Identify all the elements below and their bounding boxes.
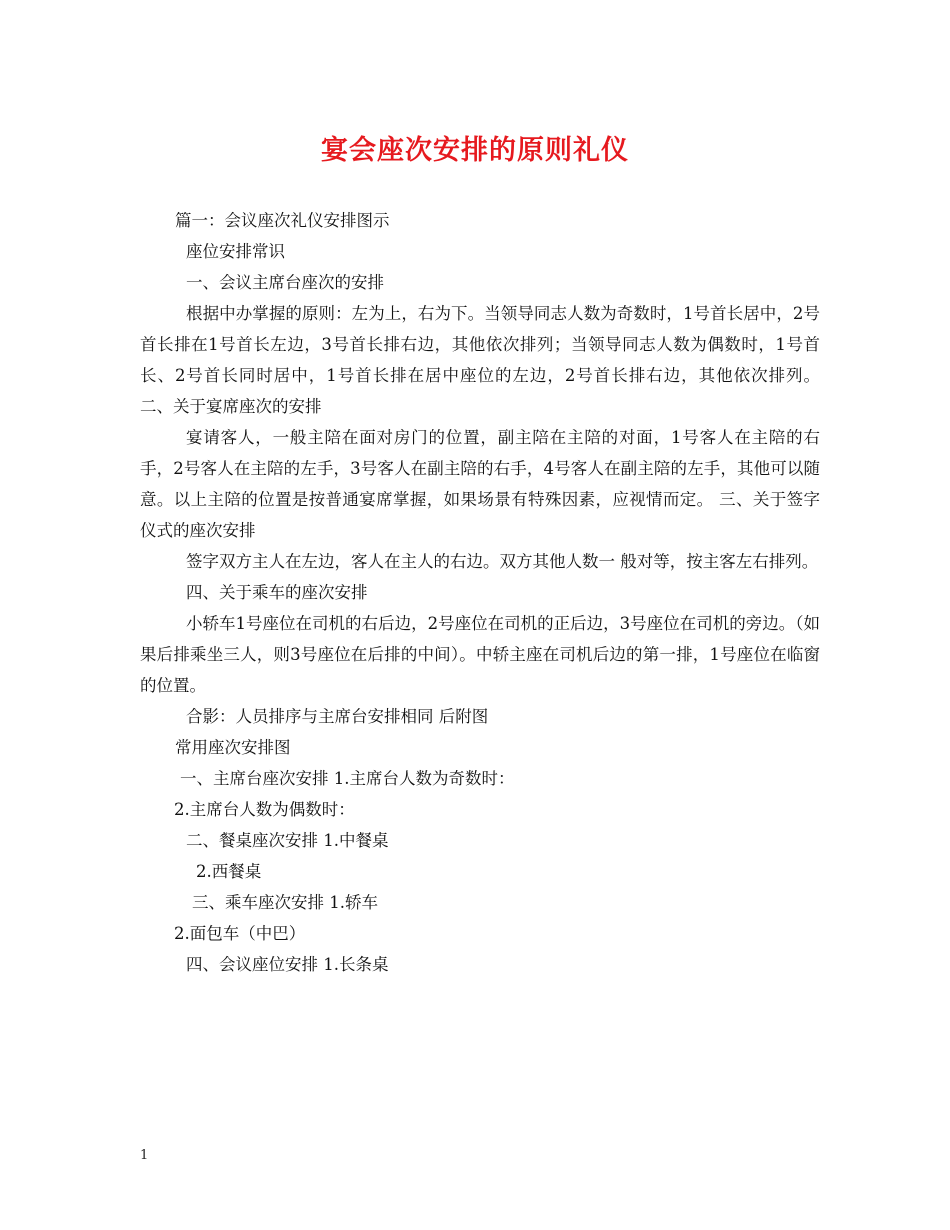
paragraph: 根据中办掌握的原则：左为上，右为下。当领导同志人数为奇数时，1号首长居中，2号首长排在1号首长左边，3号首长排右边，其他依次排列；当领导同志人数为偶数时，1号首长、2号首长同时居中，1号首长排在居中座位的左边，2号首长排右边，其他依次排列。 二、关于宴席座次的安排 xyxy=(140,304,820,416)
document-title: 宴会座次安排的原则礼仪 xyxy=(321,135,629,166)
document-body xyxy=(140,205,820,980)
subheading: 一、会议主席台座次的安排 xyxy=(186,273,384,292)
paragraph: 签字双方主人在左边，客人在主人的右边。双方其他人数一 般对等，按主客左右排列。 xyxy=(186,552,819,571)
page-number: 1 xyxy=(140,1148,149,1163)
section-heading: 篇一：会议座次礼仪安排图示 xyxy=(175,211,390,230)
list-item: 2.西餐桌 xyxy=(196,862,262,881)
list-item: 2.主席台人数为偶数时： xyxy=(174,800,355,819)
list-item: 二、餐桌座次安排 1.中餐桌 xyxy=(186,831,389,850)
list-item: 2.面包车（中巴） xyxy=(174,924,306,943)
subheading: 四、关于乘车的座次安排 xyxy=(186,583,368,602)
list-item: 四、会议座位安排 1.长条桌 xyxy=(186,955,389,974)
subheading: 常用座次安排图 xyxy=(175,738,291,757)
list-item: 一、主席台座次安排 1.主席台人数为奇数时： xyxy=(180,769,515,788)
paragraph: 合影：人员排序与主席台安排相同 后附图 xyxy=(186,707,489,726)
paragraph: 小轿车1号座位在司机的右后边，2号座位在司机的正后边，3号座位在司机的旁边。（如果后排乘坐三人，则3号座位在后排的中间）。中轿主座在司机后边的第一排，1号座位在临窗的位置。 xyxy=(140,614,820,695)
list-item: 三、乘车座次安排 1.轿车 xyxy=(192,893,378,912)
subheading: 座位安排常识 xyxy=(186,242,285,261)
paragraph: 宴请客人，一般主陪在面对房门的位置，副主陪在主陪的对面，1号客人在主陪的右手，2号客人在主陪的左手，3号客人在副主陪的右手，4号客人在副主陪的左手，其他可以随意。以上主陪的位置是按普通宴席掌握，如果场景有特殊因素，应视情而定。 三、关于签字仪式的座次安排 xyxy=(140,428,820,540)
